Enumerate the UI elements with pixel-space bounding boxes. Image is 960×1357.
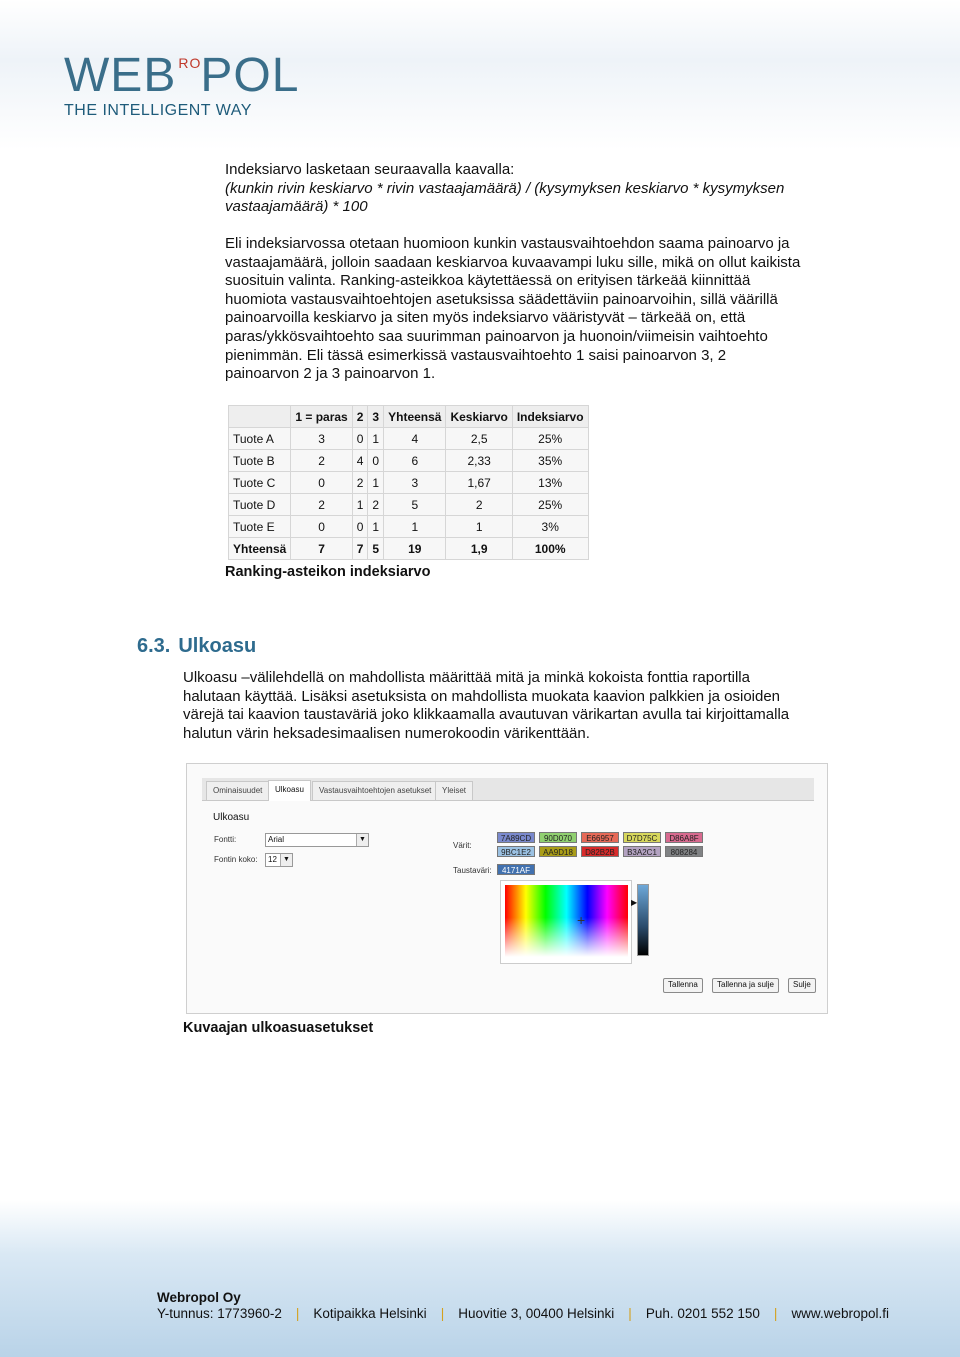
color-spectrum[interactable] — [505, 885, 628, 957]
table-cell: 1 — [368, 472, 384, 494]
table-row — [229, 538, 589, 560]
footer-item: Puh. 0201 552 150 — [645, 1306, 760, 1321]
footer-separator: | — [295, 1306, 300, 1321]
paragraph-line: värejä tai kaavion taustaväriä joko klikkaamalla avautuvan värikartan avulla tai kirjoittamalla — [183, 706, 790, 724]
footer-website-link[interactable]: www.webropol.fi — [791, 1306, 889, 1321]
paragraph-line: huomiota vastausvaihtoehtojen asetuksissa säädettäviin painoarvoihin, sillä väärillä — [225, 290, 778, 308]
webropol-logo — [64, 49, 300, 120]
table-cell: 100% — [512, 538, 588, 560]
logo-tagline: THE INTELLIGENT WAY — [64, 102, 252, 119]
footer-background — [0, 1200, 960, 1357]
settings-screenshot — [186, 763, 828, 1014]
section-number: 6.3. — [137, 635, 171, 657]
table-row — [229, 472, 589, 494]
table-cell: 3 — [384, 472, 446, 494]
table-cell: 0 — [352, 428, 368, 450]
background-color-label: Taustaväri: — [453, 866, 492, 875]
table-cell: 3 — [291, 428, 352, 450]
page-footer — [157, 1290, 889, 1321]
paragraph-line: painoarvoilla keskiarvo ja siten myös indeksiarvo vääristyvät – tärkeää on, että — [225, 309, 746, 327]
table-cell: 4 — [384, 428, 446, 450]
paragraph-line: vastaajamäärä, jolloin saadaan keskiarvoa kuvaavampi luku sille, mikä on ollut kaikista — [225, 253, 801, 271]
footer-separator: | — [628, 1306, 632, 1321]
table-cell: 1 — [446, 516, 512, 538]
formula-lead: Indeksiarvo lasketaan seuraavalla kaavalla: — [225, 161, 515, 178]
footer-item: Huovitie 3, 00400 Helsinki — [458, 1306, 615, 1321]
formula-line-2: vastaajamäärä) * 100 — [225, 198, 368, 215]
background-color-field[interactable]: 4171AF — [497, 864, 535, 875]
table-cell: 6 — [384, 450, 446, 472]
settings-tabbar — [202, 778, 814, 801]
table-cell: 2 — [352, 472, 368, 494]
table-header-cell: Yhteensä — [384, 406, 446, 428]
table-cell: 5 — [368, 538, 384, 560]
table-cell: 2 — [291, 450, 352, 472]
paragraph-line: suosituin valinta. Ranking-asteikkoa käytettäessä on erityisen tärkeää kiinnittää — [225, 272, 751, 290]
table-cell: 7 — [291, 538, 352, 560]
logo-pol: POL — [200, 49, 300, 102]
table-cell: 4 — [352, 450, 368, 472]
color-swatch[interactable]: 90D070 — [539, 832, 577, 843]
table-cell: 19 — [384, 538, 446, 560]
table-row — [229, 450, 589, 472]
table-cell: 7 — [352, 538, 368, 560]
table-cell: 0 — [291, 472, 352, 494]
table-cell: 2,5 — [446, 428, 512, 450]
save-button[interactable]: Tallenna — [663, 978, 703, 993]
color-swatch[interactable]: 808284 — [665, 846, 703, 857]
logo-wordmark — [64, 49, 300, 102]
color-swatch[interactable]: AA9D18 — [539, 846, 577, 857]
table-cell: 1 — [368, 516, 384, 538]
table-cell: 35% — [512, 450, 588, 472]
table-cell: 2 — [446, 494, 512, 516]
color-swatch[interactable]: D82B2B — [581, 846, 619, 857]
table-cell: 0 — [352, 516, 368, 538]
table-cell: 2 — [291, 494, 352, 516]
table-row — [229, 494, 589, 516]
tab-vastausvaihtoehtojen-asetukset[interactable]: Vastausvaihtoehtojen asetukset — [312, 781, 438, 800]
font-select[interactable] — [265, 833, 369, 847]
table-cell: 5 — [384, 494, 446, 516]
paragraph-line: Eli indeksiarvossa otetaan huomioon kunkin vastausvaihtoehdon saama painoarvo ja — [225, 235, 790, 252]
table-header-cell: Indeksiarvo — [512, 406, 588, 428]
table-cell: 13% — [512, 472, 588, 494]
table-cell: 1,9 — [446, 538, 512, 560]
table-header-cell — [229, 406, 291, 428]
tab-ominaisuudet[interactable]: Ominaisuudet — [206, 781, 269, 800]
paragraph-line: paras/ykkösvaihtoehto saa suurimman painoarvon ja huonoin/viimeisin vaihtoehto — [225, 328, 768, 345]
section-heading — [137, 635, 256, 658]
save-and-close-button[interactable]: Tallenna ja sulje — [712, 978, 779, 993]
font-size-value: 12 — [268, 855, 277, 864]
color-swatch[interactable]: D86A8F — [665, 832, 703, 843]
table-cell: 1 — [368, 428, 384, 450]
settings-section-title: Ulkoasu — [213, 812, 250, 823]
table-header-cell: Keskiarvo — [446, 406, 512, 428]
footer-details — [157, 1306, 889, 1321]
table-cell: Tuote A — [229, 428, 291, 450]
color-swatch[interactable]: E66957 — [581, 832, 619, 843]
color-swatch[interactable]: B3A2C1 — [623, 846, 661, 857]
table-header-cell: 3 — [368, 406, 384, 428]
font-label: Fontti: — [214, 835, 237, 844]
tab-yleiset[interactable]: Yleiset — [435, 781, 473, 800]
logo-web: WEB — [64, 49, 177, 102]
table-caption: Ranking-asteikon indeksiarvo — [225, 564, 431, 580]
table-row — [229, 516, 589, 538]
font-size-label: Fontin koko: — [214, 855, 258, 864]
table-cell: Tuote B — [229, 450, 291, 472]
color-value-slider[interactable] — [637, 884, 649, 956]
colors-label: Värit: — [453, 841, 472, 850]
table-cell: 1,67 — [446, 472, 512, 494]
section-title: Ulkoasu — [178, 635, 257, 657]
footer-item: Y-tunnus: 1773960-2 — [157, 1306, 282, 1321]
table-cell: 0 — [368, 450, 384, 472]
tab-ulkoasu[interactable]: Ulkoasu — [268, 780, 311, 801]
table-cell: 1 — [352, 494, 368, 516]
close-button[interactable]: Sulje — [788, 978, 816, 993]
formula-line-1: (kunkin rivin keskiarvo * rivin vastaajamäärä) / (kysymyksen keskiarvo * kysymyksen — [225, 180, 785, 197]
footer-company: Webropol Oy — [157, 1290, 241, 1305]
crosshair-icon: + — [577, 912, 586, 928]
table-cell: 2 — [368, 494, 384, 516]
color-swatch[interactable]: 9BC1E2 — [497, 846, 535, 857]
index-value-table — [228, 405, 589, 560]
paragraph-line: pienimmän. Eli tässä esimerkissä vastausvaihtoehto 1 saisi painoarvon 3, 2 — [225, 346, 727, 364]
table-cell: 25% — [512, 494, 588, 516]
paragraph-line: halutaan käyttää. Lisäksi asetuksista on mahdollista muokata kaavion palkkien ja osioiden — [183, 687, 781, 705]
font-select-value: Arial — [268, 835, 285, 844]
table-cell: 25% — [512, 428, 588, 450]
footer-item: Kotipaikka Helsinki — [313, 1306, 427, 1321]
font-size-select[interactable] — [265, 853, 293, 867]
settings-caption: Kuvaajan ulkoasuasetukset — [183, 1020, 374, 1036]
table-cell: Yhteensä — [229, 538, 291, 560]
table-cell: Tuote E — [229, 516, 291, 538]
table-cell: Tuote C — [229, 472, 291, 494]
chevron-down-icon: ▼ — [280, 854, 292, 866]
paragraph-line: painoarvon 2 ja 3 painoarvon 1. — [225, 365, 436, 383]
table-row — [229, 428, 589, 450]
paragraph-line: halutun värin heksadesimaalisen numerokoodin värikenttään. — [183, 724, 590, 742]
slider-arrow-icon: ▶ — [631, 898, 638, 907]
table-header-row — [229, 406, 589, 428]
table-cell: 2,33 — [446, 450, 512, 472]
table-header-cell: 2 — [352, 406, 368, 428]
table-cell: Tuote D — [229, 494, 291, 516]
table-header-cell: 1 = paras — [291, 406, 352, 428]
color-swatch[interactable]: D7D75C — [623, 832, 661, 843]
logo-ro: RO — [178, 55, 202, 71]
footer-separator: | — [773, 1306, 778, 1321]
chevron-down-icon: ▼ — [356, 834, 368, 846]
color-picker — [500, 880, 632, 964]
color-swatch[interactable]: 7A89CD — [497, 832, 535, 843]
paragraph-line: Ulkoasu –välilehdellä on mahdollista määrittää mitä ja minkä kokoista fonttia raportilla — [183, 669, 750, 686]
table-cell: 1 — [384, 516, 446, 538]
footer-separator: | — [440, 1306, 445, 1321]
table-cell: 0 — [291, 516, 352, 538]
table-cell: 3% — [512, 516, 588, 538]
